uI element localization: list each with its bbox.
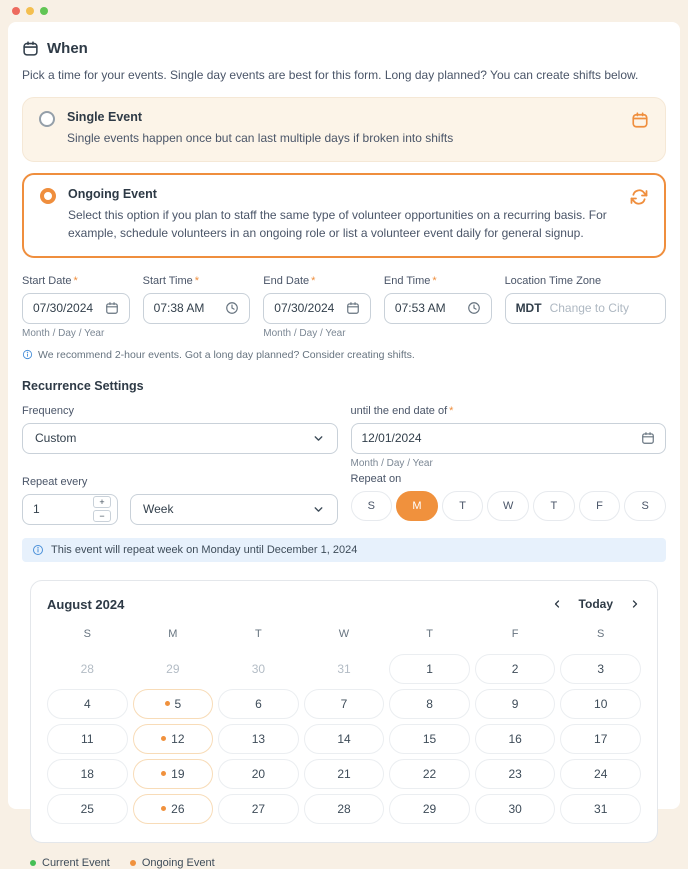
refresh-icon xyxy=(630,188,648,206)
calendar-icon xyxy=(631,111,649,129)
close-window-icon[interactable] xyxy=(12,7,20,15)
calendar-legend xyxy=(30,857,658,869)
ongoing-event-dot xyxy=(161,736,166,741)
chevron-right-icon[interactable] xyxy=(629,598,641,610)
recurrence-settings-title: Recurrence Settings xyxy=(22,378,144,393)
calendar-day[interactable]: 27 xyxy=(218,794,299,824)
section-description: Pick a time for your events. Single day events are best for this form. Long day planned? You can create shifts below. xyxy=(22,68,639,82)
calendar-grid xyxy=(47,654,641,824)
calendar-day[interactable]: 20 xyxy=(218,759,299,789)
calendar-day[interactable]: 10 xyxy=(560,689,641,719)
until-end-date-input[interactable]: 12/01/2024 xyxy=(351,423,667,454)
page-title: When xyxy=(47,40,88,57)
ongoing-event-radio[interactable] xyxy=(40,188,56,204)
date-format-hint: Month / Day / Year xyxy=(350,457,433,469)
end-date-label: End Date * xyxy=(263,274,316,287)
timezone-value: MDT xyxy=(515,301,542,316)
calendar-day[interactable]: 7 xyxy=(304,689,385,719)
ongoing-event-title: Ongoing Event xyxy=(68,186,157,201)
repeat-on-day-5[interactable]: F xyxy=(579,491,621,521)
calendar-day[interactable]: 22 xyxy=(389,759,470,789)
weekday-label: T xyxy=(426,627,433,640)
calendar-icon[interactable] xyxy=(641,431,655,445)
increment-button[interactable]: + xyxy=(93,496,111,508)
frequency-label: Frequency xyxy=(22,404,74,417)
calendar-day-outside: 30 xyxy=(251,661,266,676)
repeat-on-days xyxy=(351,491,667,521)
chevron-left-icon[interactable] xyxy=(551,598,563,610)
calendar-day[interactable]: 24 xyxy=(560,759,641,789)
calendar-day[interactable]: 12 xyxy=(133,724,214,754)
required-mark: * xyxy=(194,274,200,287)
info-icon xyxy=(32,544,44,556)
calendar-icon[interactable] xyxy=(105,301,119,315)
calendar-weekday-header xyxy=(47,628,641,640)
weekday-label: S xyxy=(597,627,605,640)
clock-icon[interactable] xyxy=(467,301,481,315)
weekday-label: T xyxy=(255,627,262,640)
calendar-day[interactable]: 26 xyxy=(133,794,214,824)
today-button[interactable]: Today xyxy=(578,597,613,612)
timezone-label: Location Time Zone xyxy=(504,274,602,287)
calendar-day[interactable]: 5 xyxy=(133,689,214,719)
start-time-input[interactable]: 07:38 AM xyxy=(143,293,251,324)
calendar-day[interactable]: 9 xyxy=(475,689,556,719)
recurrence-summary-banner xyxy=(22,538,666,562)
repeat-on-day-4[interactable]: T xyxy=(533,491,575,521)
repeat-on-day-2[interactable]: T xyxy=(442,491,484,521)
date-format-hint: Month / Day / Year xyxy=(22,327,105,339)
required-mark: * xyxy=(432,274,437,287)
minimize-window-icon[interactable] xyxy=(26,7,34,15)
calendar-day[interactable]: 16 xyxy=(475,724,556,754)
until-end-date-field xyxy=(351,405,667,525)
calendar-day[interactable]: 25 xyxy=(47,794,128,824)
calendar-day-outside: 28 xyxy=(80,661,94,676)
repeat-on-day-1[interactable]: M xyxy=(396,491,438,521)
end-time-field xyxy=(384,275,492,339)
end-time-input[interactable]: 07:53 AM xyxy=(384,293,492,324)
chevron-down-icon xyxy=(312,432,325,445)
ongoing-event-description: Select this option if you plan to staff the same type of volunteer opportunities on a recurring basis. For example, schedule volunteers in an ongoing role or list a volunteer event daily for general signup. xyxy=(68,207,607,241)
info-icon xyxy=(22,349,33,360)
frequency-select[interactable]: Custom xyxy=(22,423,338,454)
calendar xyxy=(30,580,658,843)
repeat-interval-stepper[interactable] xyxy=(22,494,118,525)
end-date-field xyxy=(263,275,371,339)
calendar-day[interactable]: 19 xyxy=(133,759,214,789)
repeat-every-label: Repeat every xyxy=(22,475,88,488)
clock-icon[interactable] xyxy=(225,301,239,315)
calendar-day-outside: 29 xyxy=(166,661,180,676)
chevron-down-icon xyxy=(312,503,325,516)
calendar-day[interactable]: 15 xyxy=(389,724,470,754)
date-format-hint: Month / Day / Year xyxy=(263,327,346,339)
maximize-window-icon[interactable] xyxy=(40,7,48,15)
calendar-day-outside: 31 xyxy=(337,661,351,676)
when-form-card xyxy=(8,22,680,869)
calendar-day[interactable]: 3 xyxy=(560,654,641,684)
ongoing-event-dot xyxy=(161,806,166,811)
start-date-field xyxy=(22,275,130,339)
start-date-label: Start Date * xyxy=(22,274,78,287)
repeat-on-day-0[interactable]: S xyxy=(351,491,393,521)
recurrence-summary-text: This event will repeat week on Monday until December 1, 2024 xyxy=(51,543,358,556)
calendar-day[interactable]: 30 xyxy=(475,794,556,824)
section-header xyxy=(22,40,666,57)
repeat-interval-value: 1 xyxy=(33,502,40,517)
start-time-label: Start Time * xyxy=(142,274,200,287)
ongoing-event-option[interactable] xyxy=(22,173,666,258)
calendar-day[interactable]: 18 xyxy=(47,759,128,789)
calendar-day[interactable]: 28 xyxy=(304,794,385,824)
calendar-day[interactable]: 1 xyxy=(389,654,470,684)
weekday-label: S xyxy=(83,627,91,640)
calendar-icon[interactable] xyxy=(346,301,360,315)
required-mark: * xyxy=(449,404,454,417)
ongoing-event-dot xyxy=(165,701,170,706)
calendar-icon xyxy=(22,40,39,57)
single-event-description: Single events happen once but can last multiple days if broken into shifts xyxy=(67,131,454,145)
end-date-input[interactable]: 07/30/2024 xyxy=(263,293,371,324)
legend-item-1: Ongoing Event xyxy=(130,857,215,869)
calendar-day[interactable]: 29 xyxy=(389,794,470,824)
start-time-field xyxy=(143,275,251,339)
calendar-day[interactable]: 13 xyxy=(218,724,299,754)
calendar-day[interactable]: 2 xyxy=(475,654,556,684)
repeat-unit-select[interactable]: Week xyxy=(130,494,338,525)
until-end-date-label: until the end date of * xyxy=(350,404,454,417)
single-event-radio[interactable] xyxy=(39,111,55,127)
legend-dot xyxy=(30,860,36,866)
calendar-month-title: August 2024 xyxy=(47,596,125,612)
weekday-label: W xyxy=(338,627,350,640)
single-event-title: Single Event xyxy=(67,110,143,124)
decrement-button[interactable]: − xyxy=(93,510,111,522)
calendar-day[interactable]: 17 xyxy=(560,724,641,754)
timezone-field xyxy=(505,275,666,339)
weekday-label: M xyxy=(168,627,178,640)
calendar-day[interactable]: 23 xyxy=(475,759,556,789)
timezone-input[interactable] xyxy=(505,293,666,324)
repeat-on-day-3[interactable]: W xyxy=(487,491,529,521)
calendar-day[interactable]: 31 xyxy=(560,794,641,824)
calendar-day[interactable]: 21 xyxy=(304,759,385,789)
window-titlebar xyxy=(0,0,688,22)
ongoing-event-dot xyxy=(161,771,166,776)
recommendation-note: We recommend 2-hour events. Got a long day planned? Consider creating shifts. xyxy=(22,349,666,361)
calendar-day[interactable]: 8 xyxy=(389,689,470,719)
calendar-day[interactable]: 4 xyxy=(47,689,128,719)
calendar-day[interactable]: 14 xyxy=(304,724,385,754)
end-time-label: End Time * xyxy=(383,274,437,287)
repeat-on-day-6[interactable]: S xyxy=(624,491,666,521)
legend-dot xyxy=(130,860,136,866)
frequency-field xyxy=(22,405,338,525)
legend-item-0: Current Event xyxy=(30,857,110,869)
required-mark: * xyxy=(311,274,316,287)
calendar-day[interactable]: 11 xyxy=(47,724,128,754)
repeat-on-label: Repeat on xyxy=(350,472,402,485)
weekday-label: F xyxy=(511,627,519,640)
start-date-input[interactable]: 07/30/2024 xyxy=(22,293,130,324)
single-event-option[interactable] xyxy=(22,97,666,162)
calendar-day[interactable]: 6 xyxy=(218,689,299,719)
timezone-placeholder: Change to City xyxy=(549,301,629,316)
required-mark: * xyxy=(73,274,78,287)
datetime-fields-row xyxy=(22,275,666,339)
